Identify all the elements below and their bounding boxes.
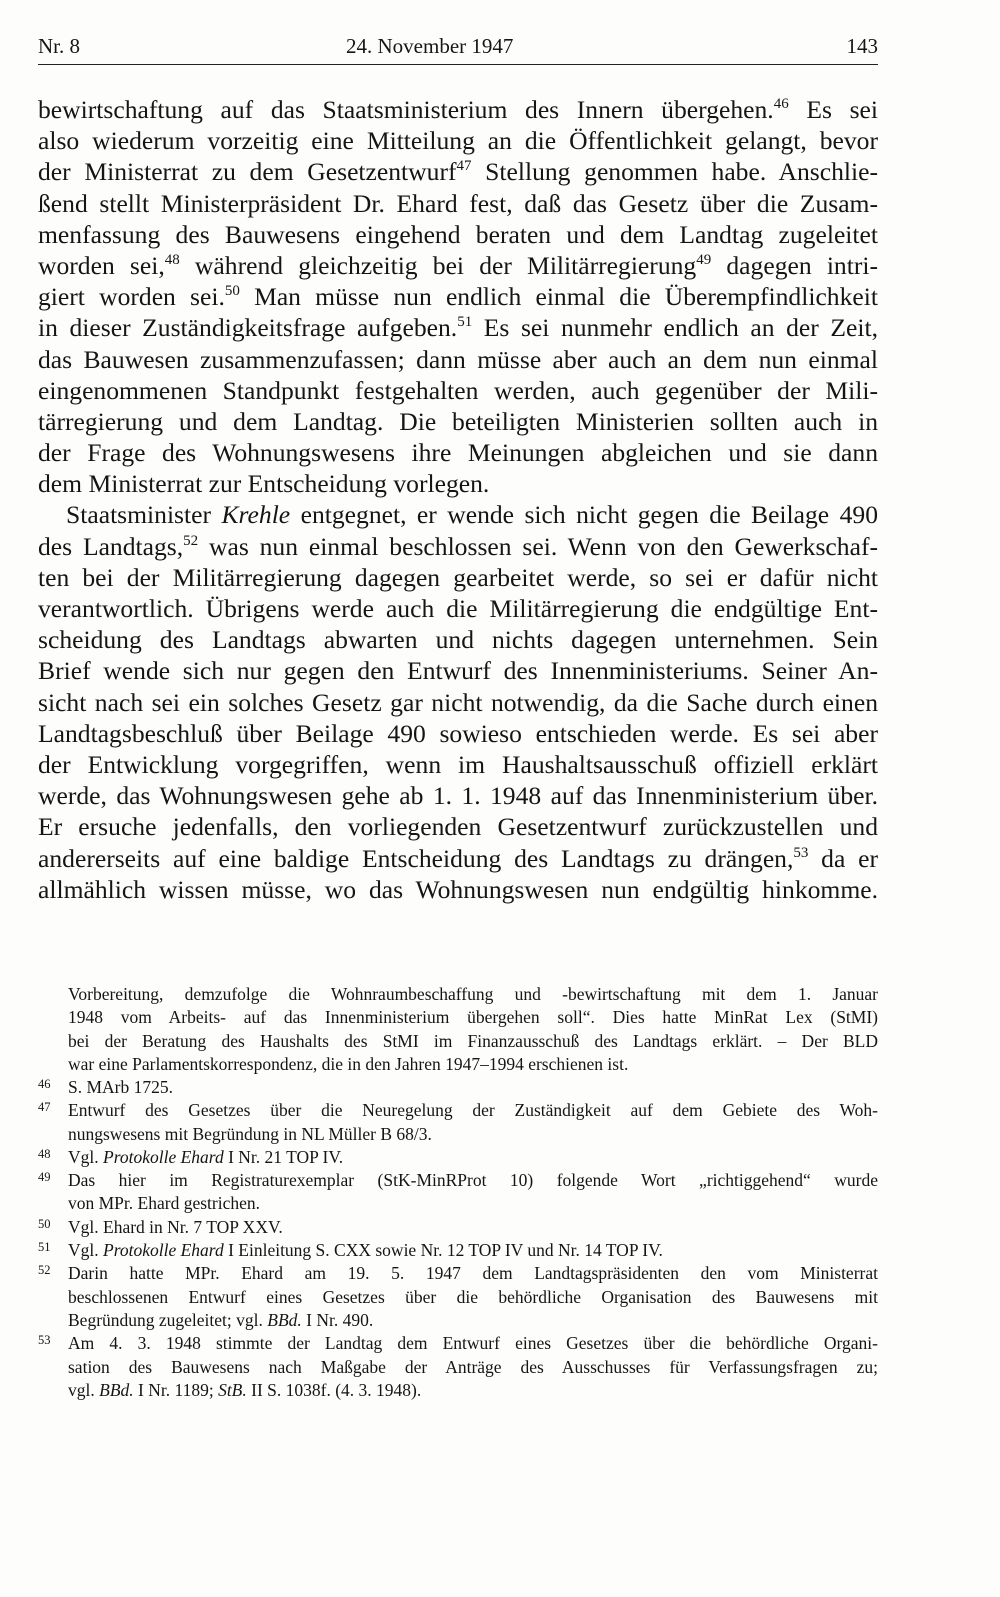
text-run: Man müsse nun endlich einmal die Überempfindlichkeit [239, 282, 878, 312]
text-line [38, 749, 878, 780]
text-line [38, 156, 878, 187]
footnote-ref: 52 [183, 532, 199, 549]
text-line [68, 1262, 878, 1285]
text-run: von MPr. Ehard gestrichen. [68, 1193, 260, 1214]
text-run: dem Ministerrat zur Entscheidung vorlegen. [38, 469, 490, 499]
text-run: I Nr. 1189; [133, 1379, 219, 1400]
text-run: verantwortlich. Übrigens werde auch die Militärregierung die endgültige Ent- [38, 594, 878, 623]
footnote-item [38, 1332, 878, 1402]
text-line [68, 1099, 878, 1122]
text-line [68, 1286, 878, 1309]
text-run: das Bauwesen zusammenzufassen; dann müsse aber auch an dem nun einmal [38, 344, 878, 374]
footnote-number: 48 [38, 1146, 51, 1161]
text-run: Am 4. 3. 1948 stimmte der Landtag dem Entwurf eines Gesetzes über die behördliche Organi- [68, 1333, 878, 1354]
footnote-ref: 51 [457, 314, 473, 331]
text-run: dagegen intri- [711, 250, 879, 280]
footnote-ref: 50 [224, 283, 240, 300]
text-run: Darin hatte MPr. Ehard am 19. 5. 1947 dem Landtagspräsidenten den vom Ministerrat [68, 1263, 878, 1284]
text-line [38, 624, 878, 655]
text-line [38, 655, 878, 686]
page-number: 143 [846, 34, 878, 58]
footnote-ref: 46 [773, 96, 789, 112]
text-run: allmählich wissen müsse, wo das Wohnungswesen nun endgültig hinkomme. [38, 874, 878, 904]
text-run: Begründung zugeleitet; vgl. [68, 1309, 268, 1330]
body-text [38, 94, 878, 905]
text-run: sicht nach sei ein solches Gesetz gar nicht notwendig, da die Sache durch einen [38, 687, 878, 717]
text-line [38, 250, 878, 281]
header-issue-number: Nr. 8 [38, 34, 80, 58]
text-line [38, 312, 878, 343]
text-run: der Ministerrat zu dem Gesetzentwurf [38, 157, 457, 187]
text-line [38, 437, 878, 468]
text-run: eingenommenen Standpunkt festgehalten werden, auch gegenüber der Mili- [38, 375, 878, 405]
text-run: ten bei der Militärregierung dagegen gearbeitet werde, so sei er dafür nicht [38, 562, 878, 592]
text-run: Das hier im Registraturexemplar (StK-MinRProt 10) folgende Wort „richtiggehend“ wurde [68, 1170, 878, 1191]
text-run: vgl. [68, 1379, 100, 1400]
footnote-continuation [68, 983, 878, 1076]
footnote-item [38, 1076, 878, 1099]
text-run: I Einleitung S. CXX sowie Nr. 12 TOP IV und Nr. 14 TOP IV. [223, 1240, 663, 1261]
text-line [38, 344, 878, 375]
text-line [68, 1239, 878, 1262]
text-line [38, 811, 878, 842]
text-run: menfassung des Bauwesens eingehend beraten und dem Landtag zugeleitet [38, 219, 878, 249]
footnote-item [38, 1169, 878, 1216]
text-line [38, 718, 878, 749]
footnote-number: 53 [38, 1333, 51, 1348]
text-line [38, 843, 878, 874]
text-run: I Nr. 490. [301, 1309, 374, 1330]
text-line [68, 1379, 878, 1402]
text-line [38, 375, 878, 406]
text-line [68, 1192, 878, 1215]
text-line [68, 1216, 878, 1239]
text-line [68, 1309, 878, 1332]
text-run: beschlossenen Entwurf eines Gesetzes über die behördliche Organisation des Bauwesens mit [68, 1286, 878, 1307]
text-run: Stellung genommen habe. Anschlie- [471, 157, 878, 187]
emphasized-name: Krehle [221, 500, 291, 530]
text-line [38, 874, 878, 905]
footnote-ref: 48 [164, 251, 180, 268]
text-run: Brief wende sich nur gegen den Entwurf des Innenministeriums. Seiner An- [38, 656, 878, 686]
text-line [38, 94, 878, 125]
text-line [68, 1332, 878, 1355]
text-line [38, 780, 878, 811]
text-run: tärregierung und dem Landtag. Die beteiligten Ministerien sollten auch in [38, 406, 878, 436]
text-run: während gleichzeitig bei der Militärregierung [179, 250, 697, 280]
text-run: II S. 1038f. (4. 3. 1948). [246, 1379, 422, 1400]
footnote-number: 47 [38, 1100, 51, 1115]
footnote-line: war eine Parlamentskorrespondenz, die in den Jahren 1947–1994 erschienen ist. [68, 1053, 629, 1074]
text-run: also wiederum vorzeitig eine Mitteilung an die Öffentlichkeit gelangt, bevor [38, 126, 878, 156]
footnote-item [38, 1239, 878, 1262]
footnotes [38, 1076, 878, 1402]
text-run: giert worden sei. [38, 282, 225, 312]
text-run: des Landtags, [38, 531, 184, 561]
text-run: Landtagsbeschluß über Beilage 490 sowieso entschieden werde. Es sei aber [38, 718, 878, 748]
header-date: 24. November 1947 [346, 34, 514, 58]
text-line [38, 468, 878, 499]
text-run: andererseits auf eine baldige Entscheidung des Landtags zu drängen, [38, 843, 794, 873]
text-line [38, 406, 878, 437]
text-line [68, 1146, 878, 1169]
text-line [38, 562, 878, 593]
footnote-line: bei der Beratung des Haushalts des StMI im Finanzausschuß des Landtags erklärt. – Der BLD [68, 1030, 878, 1051]
footnote-item [38, 1216, 878, 1239]
text-line [38, 281, 878, 312]
text-line [38, 125, 878, 156]
text-run: Vgl. [68, 1240, 103, 1261]
footnote-line: Vorbereitung, demzufolge die Wohnraumbeschaffung und -bewirtschaftung mit dem 1. Januar [68, 984, 878, 1004]
text-line [38, 219, 878, 250]
text-run: worden sei, [38, 250, 165, 280]
text-line [38, 531, 878, 562]
footnote-ref: 53 [793, 844, 809, 861]
emphasized-name: Protokolle Ehard [103, 1240, 224, 1261]
text-run: Entwurf des Gesetzes über die Neuregelung der Zuständigkeit auf dem Gebiete des Woh- [68, 1100, 878, 1121]
text-run: Vgl. Ehard in Nr. 7 TOP XXV. [68, 1216, 283, 1237]
text-run: Es sei [788, 95, 878, 124]
text-run: I Nr. 21 TOP IV. [223, 1146, 344, 1167]
footnote-item [38, 1146, 878, 1169]
text-run: der Frage des Wohnungswesens ihre Meinungen abgleichen und sie dann [38, 438, 878, 468]
text-line [68, 1169, 878, 1192]
emphasized-name: Protokolle Ehard [103, 1146, 224, 1167]
emphasized-name: StB. [218, 1379, 247, 1400]
text-line [68, 1356, 878, 1379]
footnote-number: 51 [38, 1240, 51, 1255]
emphasized-name: BBd. [99, 1379, 134, 1400]
emphasized-name: BBd. [267, 1309, 302, 1330]
paragraph-1 [38, 94, 878, 499]
text-line [68, 1123, 878, 1146]
text-line [38, 188, 878, 219]
text-run: entgegnet, er wende sich nicht gegen die Beilage 490 [290, 500, 878, 530]
text-run: da er [808, 843, 879, 873]
footnote-number: 50 [38, 1216, 51, 1231]
text-run: ßend stellt Ministerpräsident Dr. Ehard fest, daß das Gesetz über die Zusam- [38, 188, 878, 218]
text-run: Er ersuche jedenfalls, den vorliegenden Gesetzentwurf zurückzustellen und [38, 812, 878, 842]
text-run: sation des Bauwesens nach Maßgabe der Anträge des Ausschusses für Verfassungsfragen zu; [68, 1356, 878, 1377]
text-run: scheidung des Landtags abwarten und nichts dagegen unternehmen. Sein [38, 625, 878, 655]
text-run: der Entwicklung vorgegriffen, wenn im Haushaltsausschuß offiziell erklärt [38, 749, 878, 779]
text-run: Es sei nunmehr endlich an der Zeit, [472, 313, 879, 343]
footnote-item [38, 1262, 878, 1332]
text-line [38, 687, 878, 718]
text-run: werde, das Wohnungswesen gehe ab 1. 1. 1948 auf das Innenministerium über. [38, 781, 878, 811]
text-run: S. MArb 1725. [68, 1077, 174, 1097]
text-run: Staatsminister [66, 500, 222, 530]
footnote-number: 46 [38, 1077, 51, 1091]
footnote-ref: 49 [696, 251, 712, 268]
footnote-line: 1948 vom Arbeits- auf das Innenministerium übergehen soll“. Dies hatte MinRat Lex (StMI) [68, 1007, 878, 1028]
text-run: in dieser Zuständigkeitsfrage aufgeben. [38, 313, 458, 343]
footnote-number: 52 [38, 1263, 51, 1278]
text-line [68, 1076, 878, 1099]
running-header [38, 34, 878, 65]
paragraph-2 [38, 499, 878, 904]
footnote-number: 49 [38, 1170, 51, 1185]
footnote-ref: 47 [456, 158, 472, 175]
text-run: was nun einmal beschlossen sei. Wenn von den Gewerkschaf- [198, 531, 878, 561]
text-run: nungswesens mit Begründung in NL Müller B 68/3. [68, 1123, 432, 1144]
text-run: Vgl. [68, 1146, 103, 1167]
text-line [38, 593, 878, 624]
text-run: bewirtschaftung auf das Staatsministerium des Innern übergehen. [38, 95, 774, 124]
footnote-item [38, 1099, 878, 1146]
text-line [38, 499, 878, 530]
